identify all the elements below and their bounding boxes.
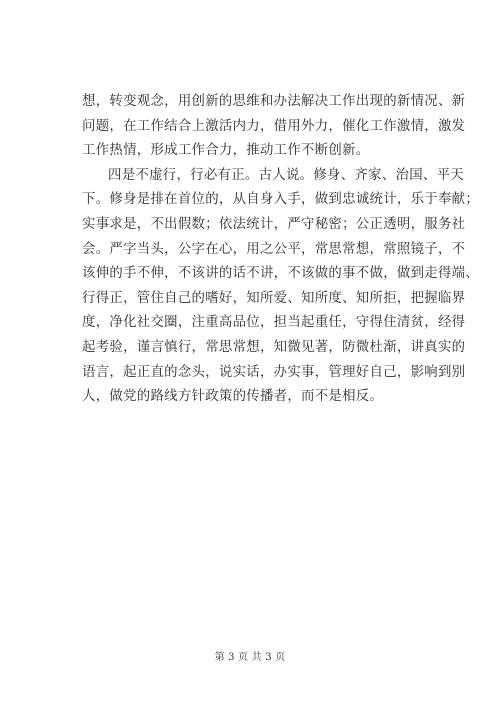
page-number-footer: 第 3 页 共 3 页 bbox=[214, 652, 286, 663]
text-line: 四是不虚行，行必有正。古人说。修身、齐家、治国、平天 bbox=[108, 167, 464, 183]
text-line: 问题，在工作结合上激活内力，借用外力，催化工作激情，激发 bbox=[82, 118, 466, 134]
text-line: 会。严字当头，公字在心，用之公平，常思常想，常照镜子，不 bbox=[82, 241, 466, 257]
text-line: 实事求是，不出假数；依法统计，严守秘密；公正透明，服务社 bbox=[82, 216, 466, 232]
text-line: 行得正，管住自己的嗜好，知所爱、知所度、知所拒，把握临界 bbox=[82, 290, 466, 306]
text-line: 起考验，谨言慎行，常思常想，知微见著，防微杜渐，讲真实的 bbox=[82, 339, 466, 355]
body-text bbox=[82, 90, 480, 410]
text-line: 想，转变观念，用创新的思维和办法解决工作出现的新情况、新 bbox=[82, 94, 466, 109]
text-line: 度，净化社交圈，注重高品位，担当起重任，守得住清贫，经得 bbox=[82, 315, 466, 331]
paragraph-2 bbox=[82, 164, 480, 410]
text-line: 工作热情，形成工作合力，推动工作不断创新。 bbox=[82, 143, 370, 159]
text-line: 语言，起正直的念头，说实话，办实事，管理好自己，影响到别 bbox=[82, 364, 466, 380]
text-line: 下。修身是排在首位的，从自身入手，做到忠诚统计，乐于奉献； bbox=[82, 192, 480, 208]
text-line: 该伸的手不伸，不该讲的话不讲，不该做的事不做，做到走得端、 bbox=[82, 266, 480, 282]
text-line: 人，做党的路线方针政策的传播者，而不是相反。 bbox=[82, 389, 384, 405]
paragraph-1 bbox=[82, 90, 466, 164]
